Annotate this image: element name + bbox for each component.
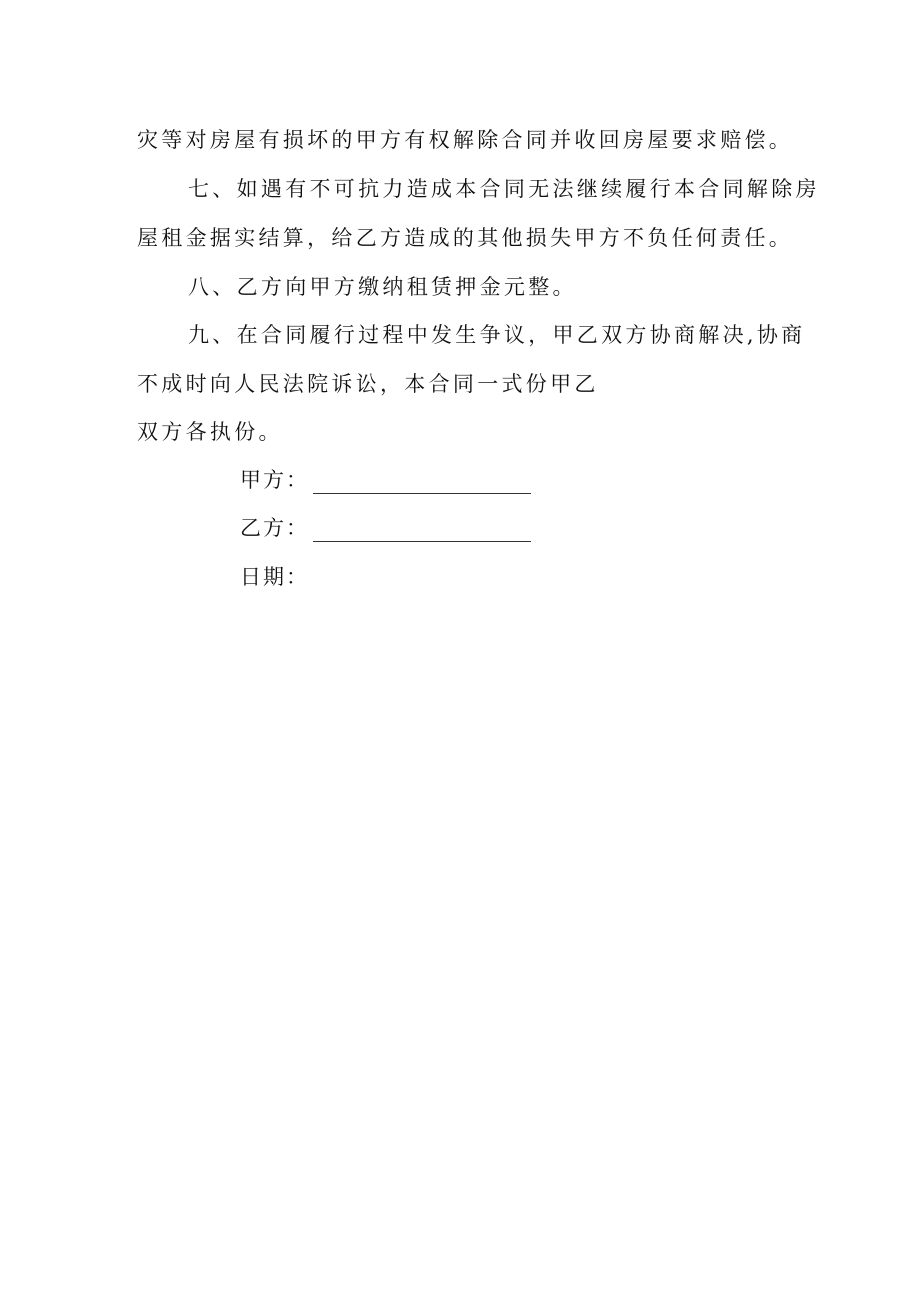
signature-date	[240, 563, 309, 591]
signature-party-b	[240, 514, 531, 542]
clause-nine-line-2: 不成时向人民法院诉讼，本合同一式份甲乙	[137, 372, 599, 396]
clause-nine-line-1: 九、在合同履行过程中发生争议，甲乙双方协商解决,协商	[188, 323, 806, 347]
clause-eight: 八、乙方向甲方缴纳租赁押金元整。	[188, 275, 577, 299]
party-a-label: 甲方：	[240, 468, 309, 492]
signature-party-a	[240, 466, 531, 494]
party-b-label: 乙方：	[240, 516, 309, 540]
clause-text-line-1: 灾等对房屋有损坏的甲方有权解除合同并收回房屋要求赔偿。	[137, 128, 794, 152]
clause-seven-line-1: 七、如遇有不可抗力造成本合同无法继续履行本合同解除房	[188, 177, 820, 201]
party-b-signature-line	[313, 521, 531, 542]
party-a-signature-line	[313, 473, 531, 494]
clause-seven-line-2: 屋租金据实结算，给乙方造成的其他损失甲方不负任何责任。	[137, 226, 794, 250]
clause-nine-line-3: 双方各执份。	[137, 420, 283, 444]
date-label: 日期：	[240, 565, 309, 589]
